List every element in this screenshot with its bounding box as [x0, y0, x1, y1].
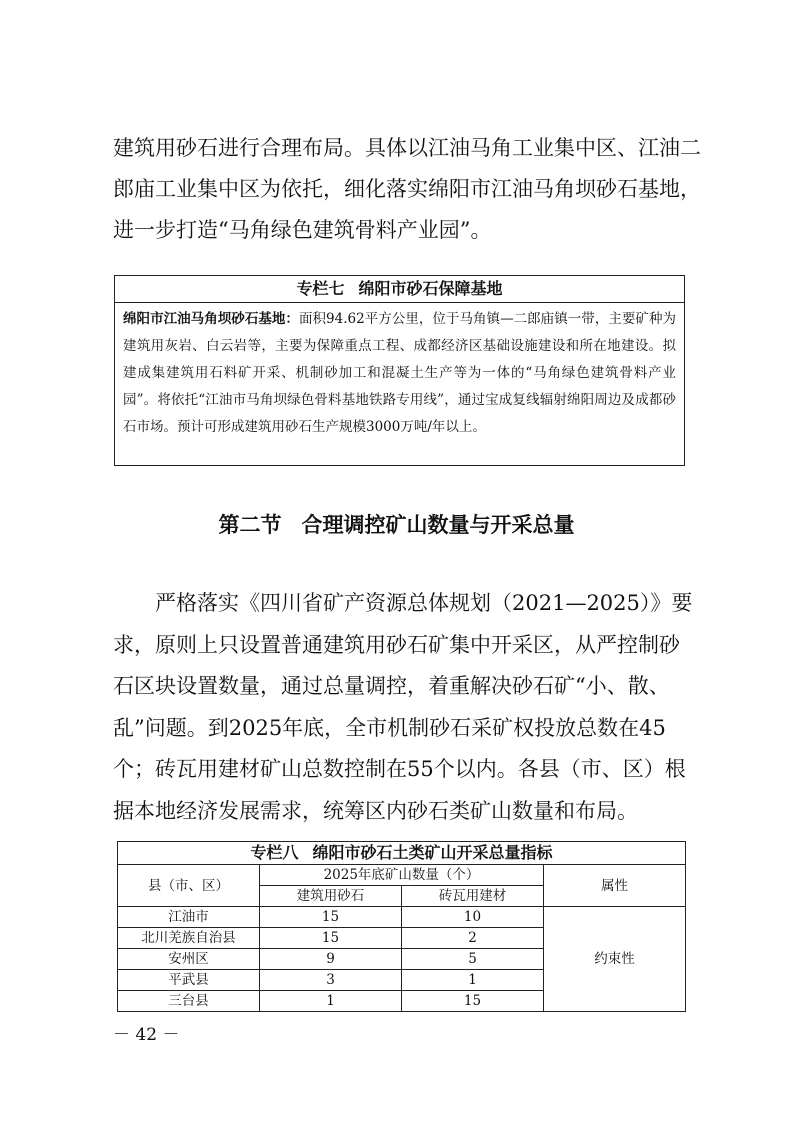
brick-cell: 5: [402, 949, 544, 970]
table-title: [118, 842, 686, 865]
county-cell: 江油市: [118, 907, 260, 928]
section-number: 第二节: [218, 513, 282, 537]
body-paragraph: 严格落实《四川省矿产资源总体规划（2021—2025）》要求，原则上只设置普通建筑用砂石矿集中开采区，从严控制砂石区块设置数量，通过总量调控，着重解决砂石矿“小、散、乱”问题。到2025年底，全市机制砂石采矿权投放总数在45个；砖瓦用建材矿山总数控制在55个以内。各县（市、区）根据本地经济发展需求，统筹区内砂石类矿山数量和布局。: [113, 591, 693, 823]
box-title: [115, 276, 684, 303]
table-heading: 绵阳市砂石土类矿山开采总量指标: [312, 843, 553, 862]
mine-count-table: [117, 841, 686, 1012]
attribute-cell: 约束性: [544, 907, 686, 1012]
county-cell: 三台县: [118, 991, 260, 1012]
brick-cell: 15: [402, 991, 544, 1012]
county-cell: 平武县: [118, 970, 260, 991]
header-mine-count: 2025年底矿山数量（个）: [260, 865, 544, 886]
sand-cell: 3: [260, 970, 402, 991]
sand-cell: 15: [260, 907, 402, 928]
header-county: 县（市、区）: [118, 865, 260, 907]
intro-paragraph: [113, 128, 701, 251]
sand-cell: 1: [260, 991, 402, 1012]
header-sand: 建筑用砂石: [260, 886, 402, 907]
sand-cell: 15: [260, 928, 402, 949]
table-row: [118, 907, 686, 928]
box-text: 面积94.62平方公里，位于马角镇—二郎庙镇一带，主要矿种为建筑用灰岩、白云岩等，主要为保障重点工程、成都经济区基础设施建设和所在地建设。拟建成集建筑用石料矿开采、机制砂加工和混凝土生产等为一体的“马角绿色建筑骨料产业园”。将依托“江油市马角坝绿色骨料基地铁路专用线”，通过宝成复线辐射绵阳周边及成都砂石市场。预计可形成建筑用砂石生产规模3000万吨/年以上。: [123, 311, 676, 435]
section-heading: [0, 510, 793, 540]
page-number: － 42 －: [113, 1025, 180, 1045]
header-brick: 砖瓦用建材: [402, 886, 544, 907]
section-title: 合理调控矿山数量与开采总量: [301, 513, 575, 537]
county-cell: 安州区: [118, 949, 260, 970]
sand-cell: 9: [260, 949, 402, 970]
brick-cell: 10: [402, 907, 544, 928]
box-heading: 绵阳市砂石保障基地: [358, 279, 503, 298]
intro-line: 建筑用砂石进行合理布局。具体以江油马角工业集中区、江油二: [113, 136, 701, 160]
column-box-seven: [114, 275, 685, 466]
county-cell: 北川羌族自治县: [118, 928, 260, 949]
box-label: 专栏七: [296, 279, 345, 298]
box-lead: 绵阳市江油马角坝砂石基地：: [123, 311, 299, 327]
brick-cell: 1: [402, 970, 544, 991]
header-attribute: 属性: [544, 865, 686, 907]
brick-cell: 2: [402, 928, 544, 949]
box-body: [115, 303, 684, 441]
table-label: 专栏八: [250, 843, 299, 862]
column-table-eight: [117, 841, 685, 1012]
intro-line: 进一步打造“马角绿色建筑骨料产业园”。: [113, 218, 492, 242]
intro-line: 郎庙工业集中区为依托，细化落实绵阳市江油马角坝砂石基地，: [113, 177, 701, 201]
